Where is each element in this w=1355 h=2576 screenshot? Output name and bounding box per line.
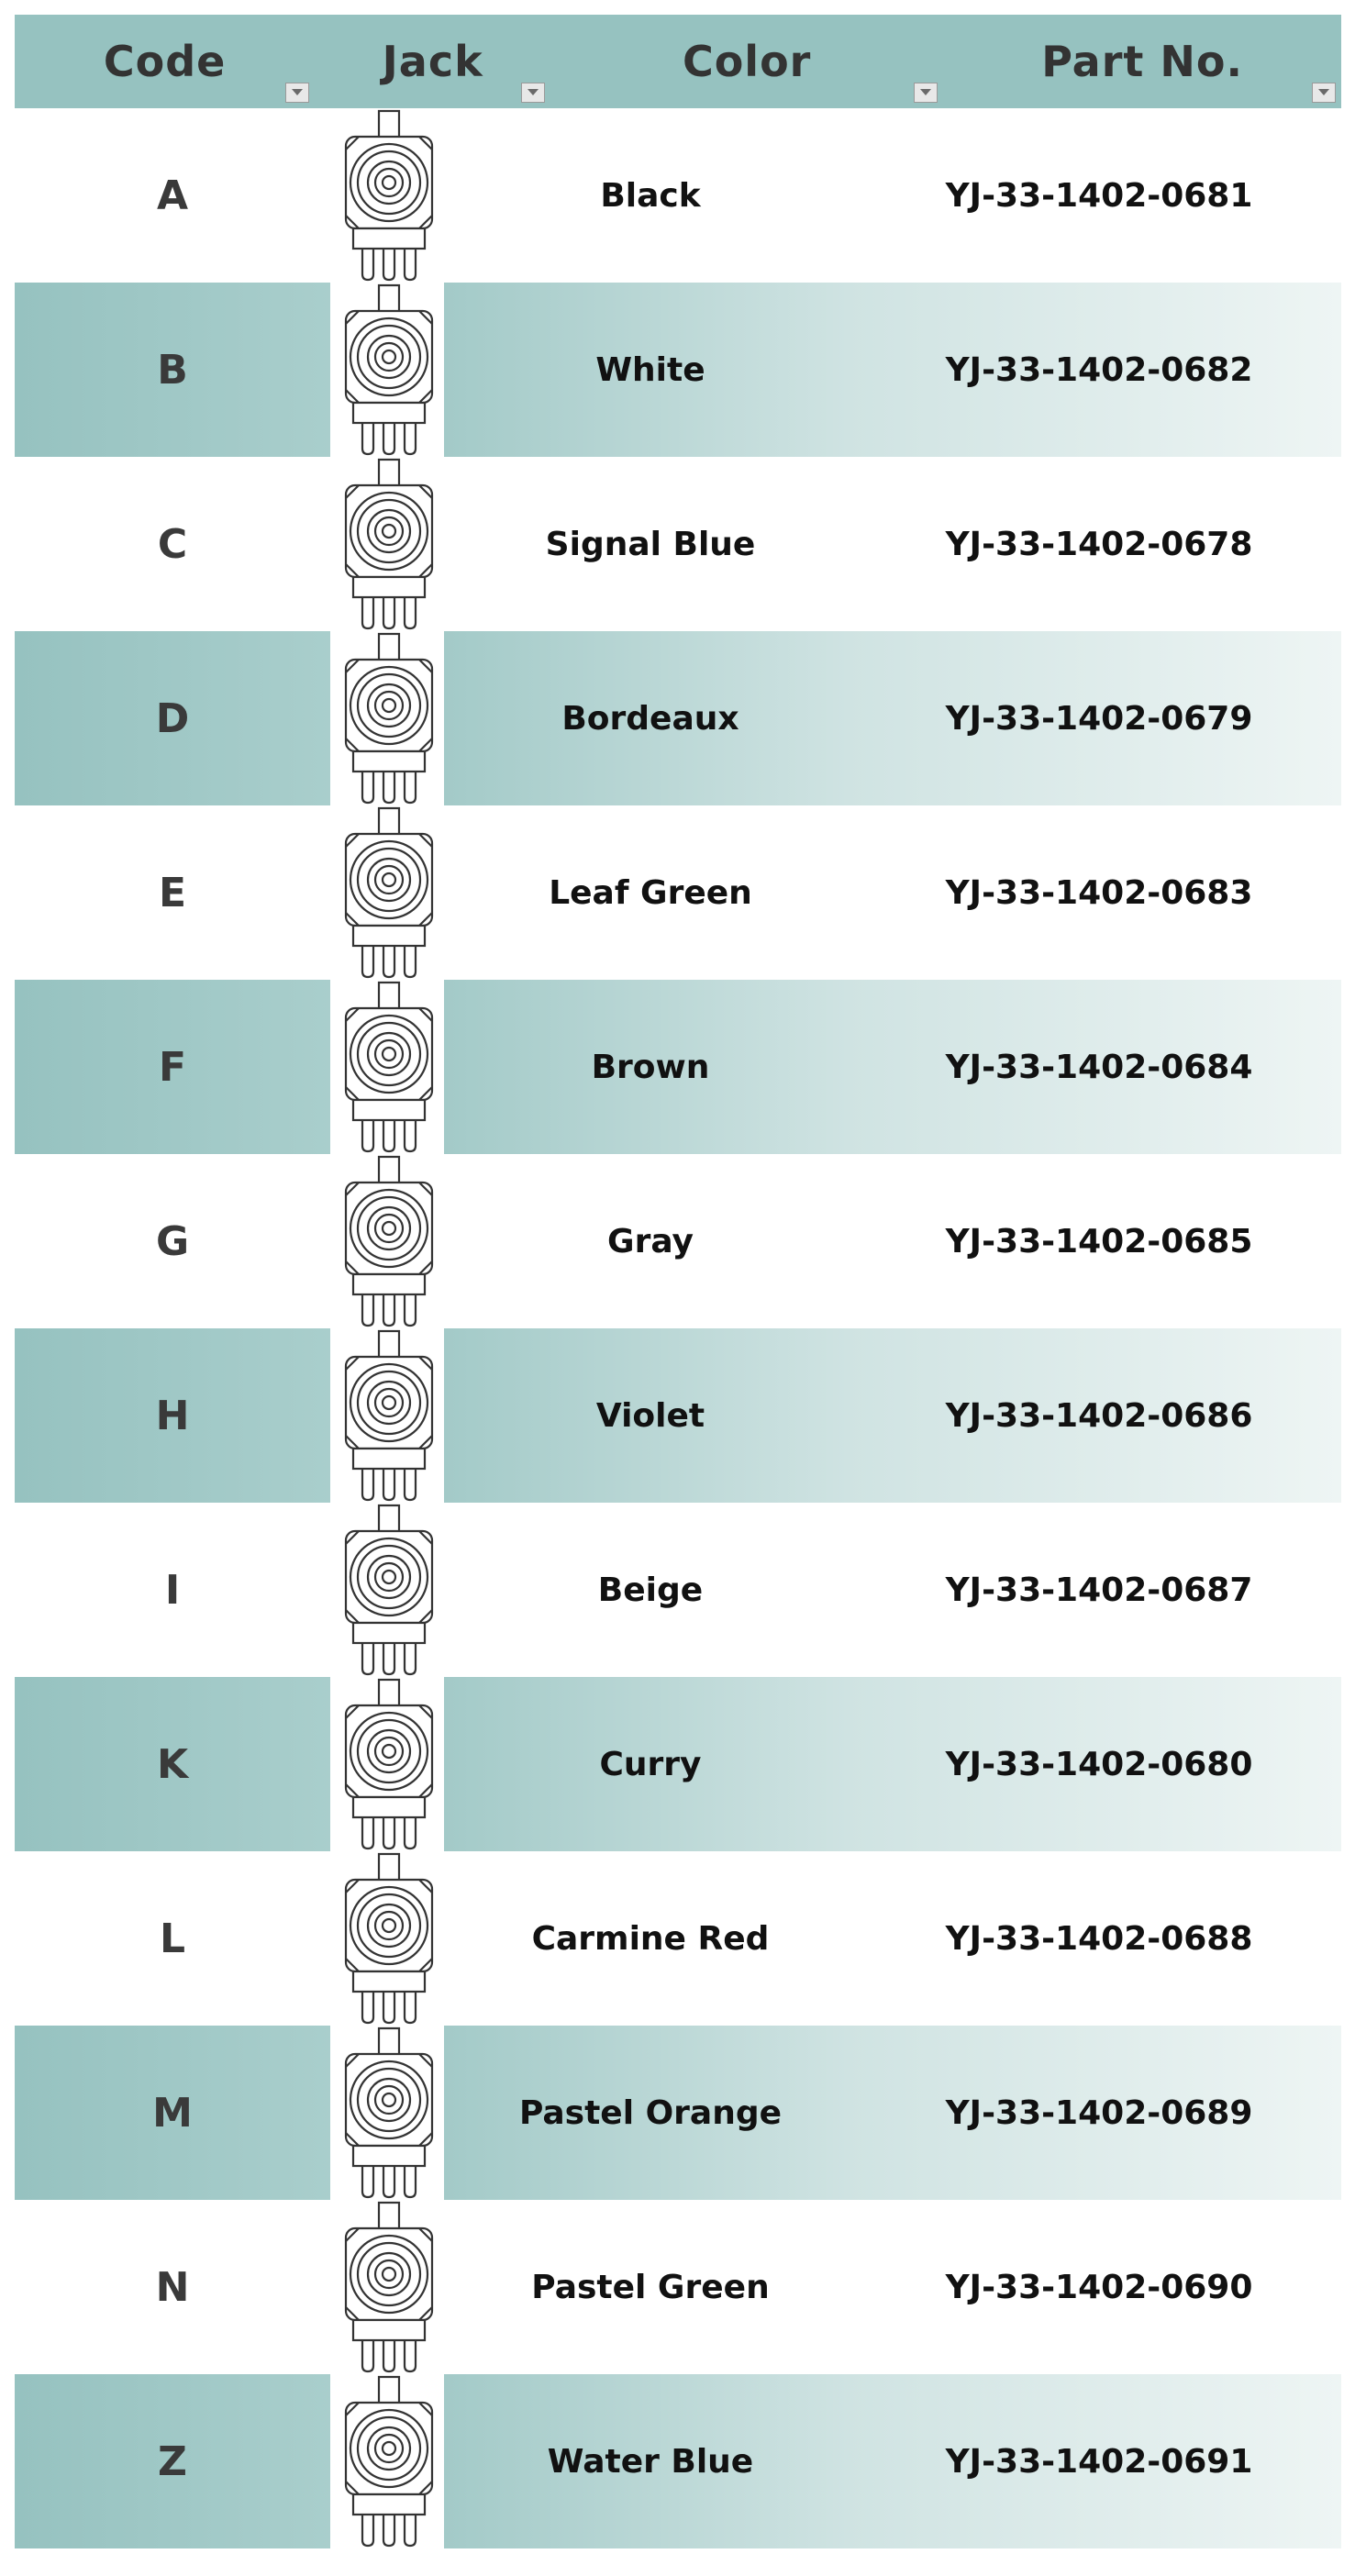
filter-dropdown-button-color[interactable]: [914, 83, 938, 103]
cell-rest: [444, 1677, 1341, 1851]
connector-jack-icon: [333, 2375, 441, 2548]
cell-rest: [444, 2026, 1341, 2200]
connector-jack-icon: [333, 632, 441, 805]
cell-code: H: [15, 1328, 330, 1503]
cell-jack: [330, 631, 444, 805]
cell-rest: [444, 2374, 1341, 2548]
cell-jack: [330, 1328, 444, 1503]
cell-part-no: YJ-33-1402-0678: [945, 525, 1253, 563]
cell-code: D: [15, 631, 330, 805]
table-row-a[interactable]: [15, 108, 1341, 283]
cell-code: Z: [15, 2374, 330, 2548]
cell-color: Beige: [597, 1571, 704, 1609]
cell-part-no: YJ-33-1402-0685: [945, 1222, 1253, 1260]
column-header-code: [15, 15, 315, 108]
cell-code: C: [157, 520, 188, 568]
cell-color: Leaf Green: [549, 873, 752, 912]
parts-table: [15, 15, 1341, 2548]
cell-jack: [330, 108, 444, 283]
connector-jack-icon: [333, 2201, 441, 2373]
connector-jack-icon: [333, 1678, 441, 1850]
cell-color: Curry: [599, 1745, 702, 1783]
cell-part-no: YJ-33-1402-0682: [945, 350, 1253, 389]
connector-jack-icon: [333, 109, 441, 282]
cell-rest: [444, 1503, 1341, 1677]
cell-part-no: YJ-33-1402-0690: [945, 2268, 1253, 2306]
cell-code: L: [159, 1915, 186, 1962]
cell-color: Violet: [595, 1396, 705, 1435]
connector-jack-icon: [333, 1155, 441, 1327]
cell-rest: [444, 980, 1341, 1154]
cell-color: Pastel Orange: [518, 2093, 783, 2132]
column-header-jack: [315, 15, 550, 108]
filter-dropdown-button-jack[interactable]: [521, 83, 545, 103]
cell-part-no: YJ-33-1402-0683: [945, 873, 1253, 912]
cell-jack: [330, 1851, 444, 2026]
cell-code: N: [155, 2263, 190, 2311]
connector-jack-icon: [333, 458, 441, 630]
cell-color: White: [595, 350, 705, 389]
table-row-i[interactable]: [15, 1503, 1341, 1677]
cell-code: G: [155, 1217, 190, 1265]
cell-part-no: YJ-33-1402-0688: [945, 1919, 1253, 1958]
cell-jack: [330, 2374, 444, 2548]
cell-rest: [444, 805, 1341, 980]
cell-color: Bordeaux: [561, 699, 739, 738]
cell-jack: [330, 2200, 444, 2374]
cell-part-no: YJ-33-1402-0681: [945, 176, 1253, 215]
cell-color: Pastel Green: [531, 2268, 770, 2306]
dropdown-arrow-icon: [528, 89, 539, 96]
table-row-h[interactable]: [15, 1328, 1341, 1503]
connector-jack-icon: [333, 806, 441, 979]
table-row-c[interactable]: [15, 457, 1341, 631]
table-row-n[interactable]: [15, 2200, 1341, 2374]
connector-jack-icon: [333, 2026, 441, 2199]
column-header-code-label: Code: [103, 37, 227, 86]
table-row-l[interactable]: [15, 1851, 1341, 2026]
cell-part-no: YJ-33-1402-0684: [945, 1048, 1253, 1086]
cell-code: E: [158, 869, 187, 916]
cell-rest: [444, 631, 1341, 805]
cell-color: Gray: [607, 1222, 694, 1260]
cell-part-no: YJ-33-1402-0691: [945, 2442, 1253, 2481]
connector-jack-icon: [333, 283, 441, 456]
cell-color: Black: [600, 176, 701, 215]
cell-rest: [444, 457, 1341, 631]
table-row-k[interactable]: [15, 1677, 1341, 1851]
table-row-d[interactable]: [15, 631, 1341, 805]
table-row-z[interactable]: [15, 2374, 1341, 2548]
column-header-color-label: Color: [682, 37, 812, 86]
cell-jack: [330, 1154, 444, 1328]
dropdown-arrow-icon: [920, 89, 931, 96]
column-header-part-no-label: Part No.: [1041, 37, 1243, 86]
table-row-g[interactable]: [15, 1154, 1341, 1328]
column-header-jack-label: Jack: [382, 37, 483, 86]
table-row-e[interactable]: [15, 805, 1341, 980]
cell-jack: [330, 2026, 444, 2200]
cell-rest: [444, 2200, 1341, 2374]
cell-part-no: YJ-33-1402-0687: [945, 1571, 1253, 1609]
cell-part-no: YJ-33-1402-0679: [945, 699, 1253, 738]
table-row-m[interactable]: [15, 2026, 1341, 2200]
column-header-part-no: [943, 15, 1341, 108]
cell-rest: [444, 283, 1341, 457]
connector-jack-icon: [333, 1329, 441, 1502]
cell-part-no: YJ-33-1402-0680: [945, 1745, 1253, 1783]
cell-code: F: [15, 980, 330, 1154]
cell-code: A: [156, 172, 189, 219]
cell-jack: [330, 1503, 444, 1677]
table-row-f[interactable]: [15, 980, 1341, 1154]
cell-code: B: [15, 283, 330, 457]
cell-code: K: [15, 1677, 330, 1851]
cell-color: Carmine Red: [531, 1919, 770, 1958]
cell-color: Water Blue: [547, 2442, 754, 2481]
cell-code: M: [15, 2026, 330, 2200]
cell-jack: [330, 457, 444, 631]
column-header-color: [550, 15, 943, 108]
cell-rest: [444, 1154, 1341, 1328]
cell-color: Signal Blue: [545, 525, 756, 563]
cell-rest: [444, 1851, 1341, 2026]
connector-jack-icon: [333, 981, 441, 1153]
dropdown-arrow-icon: [1318, 89, 1329, 96]
cell-jack: [330, 283, 444, 457]
connector-jack-icon: [333, 1852, 441, 2025]
dropdown-arrow-icon: [292, 89, 303, 96]
cell-jack: [330, 1677, 444, 1851]
filter-dropdown-button-code[interactable]: [285, 83, 309, 103]
filter-dropdown-button-part-no[interactable]: [1312, 83, 1336, 103]
cell-jack: [330, 805, 444, 980]
table-row-b[interactable]: [15, 283, 1341, 457]
cell-code: I: [164, 1566, 181, 1614]
cell-part-no: YJ-33-1402-0689: [945, 2093, 1253, 2132]
cell-rest: [444, 108, 1341, 283]
connector-jack-icon: [333, 1504, 441, 1676]
cell-part-no: YJ-33-1402-0686: [945, 1396, 1253, 1435]
cell-jack: [330, 980, 444, 1154]
table-body: [15, 108, 1341, 2548]
cell-rest: [444, 1328, 1341, 1503]
cell-color: Brown: [591, 1048, 710, 1086]
table-header: [15, 15, 1341, 108]
